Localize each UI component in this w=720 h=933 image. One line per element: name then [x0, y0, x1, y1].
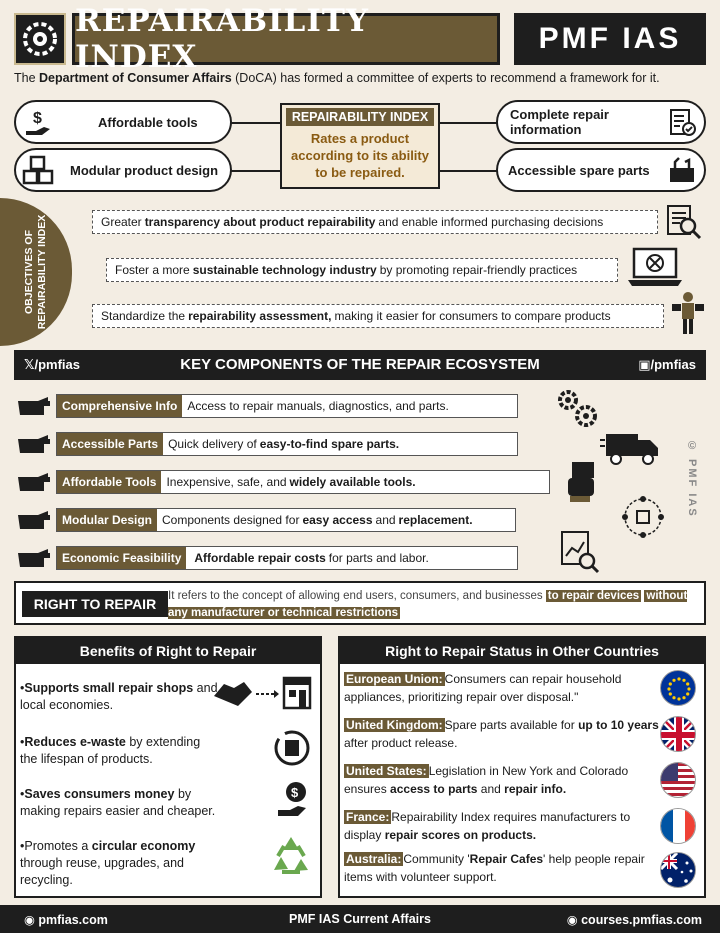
objective-1: Greater transparency about product repairability and enable informed purchasing decisions: [92, 210, 658, 234]
pill-modular-design: Modular product design: [14, 148, 232, 192]
benefit-2: •Reduces e-waste by extending the lifespan of products.: [20, 735, 201, 766]
right-to-repair-definition: It refers to the concept of allowing end users, consumers, and businesses to repair devices without any manufacturer or technical restrictions: [168, 590, 688, 619]
uk-flag-icon: [660, 716, 696, 752]
website-link[interactable]: ◉ pmfias.com: [24, 913, 108, 927]
pointing-hand-icon: [16, 469, 52, 498]
country-uk: United Kingdom: Spare parts available for up to 10 years after product release.: [344, 718, 659, 750]
eu-flag-icon: [660, 670, 696, 706]
component-row-3: Affordable Tools Inexpensive, safe, and widely available tools.: [56, 470, 550, 494]
pill-repair-info: Complete repair information: [496, 100, 706, 144]
money-hand-icon: [16, 107, 60, 137]
us-flag-icon: [660, 762, 696, 798]
objective-2: Foster a more sustainable technology industry by promoting repair-friendly practices: [106, 258, 618, 282]
objectives-side-label: OBJECTIVES OF REPAIRABILITY INDEX: [0, 198, 72, 346]
pill-spare-parts: Accessible spare parts: [496, 148, 706, 192]
france-flag-icon: [660, 808, 696, 844]
courses-link[interactable]: ◉ courses.pmfias.com: [566, 913, 702, 927]
toolbox-icon: [660, 156, 704, 184]
pointing-hand-icon: [16, 545, 52, 574]
component-row-5: Economic Feasibility Affordable repair costs for parts and labor.: [56, 546, 518, 570]
logo-icon: [14, 13, 66, 65]
brand-logo: PMF IAS: [514, 13, 706, 65]
countries-title: Right to Repair Status in Other Countries: [340, 638, 704, 664]
key-components-title: KEY COMPONENTS OF THE REPAIR ECOSYSTEM: [180, 356, 540, 373]
component-row-2: Accessible Parts Quick delivery of easy-to-find spare parts.: [56, 432, 518, 456]
country-france: France: Repairability Index requires manufacturers to display repair scores on products.: [344, 810, 631, 842]
checklist-icon: [660, 107, 704, 137]
gears-icon: [554, 388, 600, 435]
recycle-icon: [268, 834, 314, 881]
svg-text:$: $: [291, 785, 299, 800]
cubes-icon: [16, 155, 60, 185]
handshake-shop-icon: [212, 672, 312, 717]
country-eu: European Union: Consumers can repair household appliances, prioritizing repair over disposal.": [344, 672, 622, 704]
benefit-1: •Supports small repair shops and local economies.: [20, 681, 218, 712]
laptop-tools-icon: [626, 246, 684, 295]
chart-magnifier-icon: [560, 530, 600, 579]
pointing-hand-icon: [16, 393, 52, 422]
credit-watermark: © PMF IAS: [686, 440, 698, 518]
instagram-social-handle[interactable]: ▣/pmfias: [638, 357, 696, 372]
ewaste-recycle-icon: [272, 728, 312, 773]
component-row-1: Comprehensive Info Access to repair manuals, diagnostics, and parts.: [56, 394, 518, 418]
repairability-center-box: REPAIRABILITY INDEX Rates a product according to its ability to be repaired.: [280, 103, 440, 189]
delivery-truck-icon: [600, 426, 662, 471]
pill-affordable-tools: $ Affordable tools: [14, 100, 232, 144]
person-comparing-icon: [672, 290, 704, 341]
footer-title: PMF IAS Current Affairs: [289, 912, 431, 926]
x-social-handle[interactable]: 𝕏/pmfias: [24, 357, 80, 372]
right-to-repair-box: [14, 581, 706, 625]
network-cubes-icon: [620, 494, 666, 545]
country-australia: Australia: Community 'Repair Cafes' help people repair items with volunteer support.: [344, 852, 645, 884]
money-hand-icon: [276, 780, 312, 825]
benefit-4: •Promotes a circular economy through reuse, upgrades, and recycling.: [20, 839, 196, 887]
australia-flag-icon: [660, 852, 696, 888]
hand-cash-icon: [562, 460, 602, 509]
benefits-title: Benefits of Right to Repair: [16, 638, 320, 664]
footer-bar: [0, 905, 720, 933]
intro-text: The Department of Consumer Affairs (DoCA) has formed a committee of experts to recommend a framework for it.: [14, 71, 660, 85]
pointing-hand-icon: [16, 507, 52, 536]
page-title: REPAIRABILITY INDEX: [72, 13, 500, 65]
key-components-bar: [14, 350, 706, 380]
magnifier-document-icon: [664, 202, 704, 247]
objective-3: Standardize the repairability assessment, making it easier for consumers to compare products: [92, 304, 664, 328]
component-row-4: Modular Design Components designed for easy access and replacement.: [56, 508, 516, 532]
country-us: United States: Legislation in New York and Colorado ensures access to parts and repair info.: [344, 764, 629, 796]
svg-text:$: $: [33, 110, 42, 127]
right-to-repair-title: RIGHT TO REPAIR: [22, 591, 168, 617]
benefit-3: •Saves consumers money by making repairs easier and cheaper.: [20, 787, 216, 818]
pointing-hand-icon: [16, 431, 52, 460]
